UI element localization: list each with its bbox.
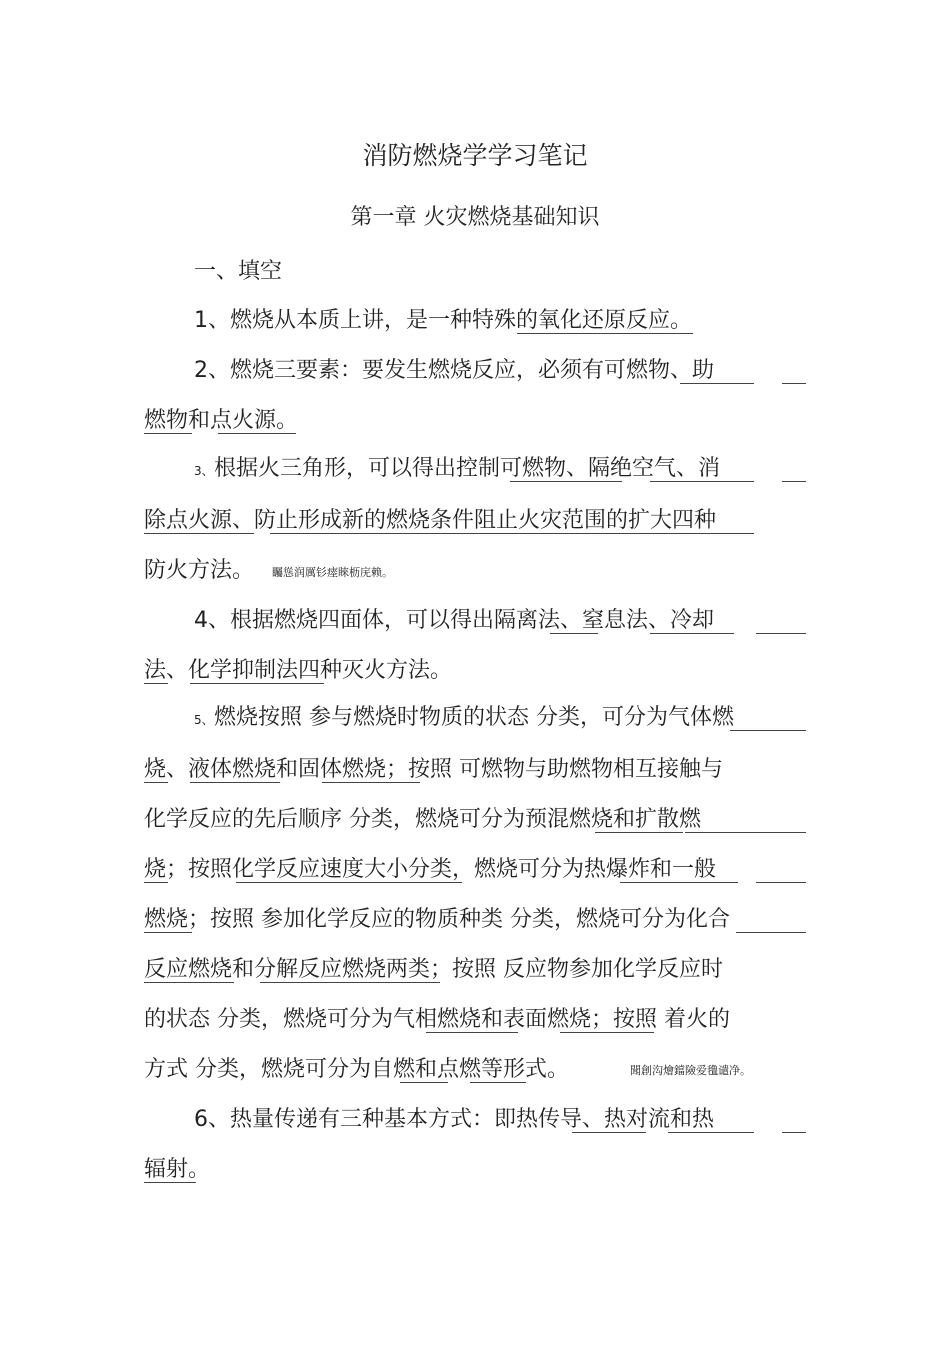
answer-underline bbox=[144, 533, 254, 534]
answer-underline bbox=[190, 782, 280, 783]
answer-underline bbox=[144, 433, 192, 434]
question-3-line-3: 防火方法。 bbox=[144, 558, 255, 583]
question-5-line-3: 化学反应的先后顺序 分类，燃烧可分为预混燃烧和扩散燃 bbox=[144, 807, 701, 832]
question-3-number: 3、 bbox=[194, 464, 214, 478]
answer-underline bbox=[236, 882, 462, 883]
garbled-note: 聞創沟燴鐺險爱氇谴净。 bbox=[630, 1064, 751, 1077]
question-4-line-1: 4、根据燃烧四面体，可以得出隔离法、窒息法、冷却 bbox=[194, 608, 714, 633]
question-6-line-1: 6、热量传递有三种基本方式：即热传导、热对流和热 bbox=[194, 1107, 714, 1132]
answer-underline bbox=[260, 982, 440, 983]
question-5-number: 5、 bbox=[194, 713, 214, 727]
answer-underline bbox=[517, 333, 693, 334]
garbled-note: 矚慫润厲钐瘗睞枥庑赖。 bbox=[272, 566, 393, 579]
question-5-line-5: 燃烧；按照 参加化学反应的物质种类 分类，燃烧可分为化合 bbox=[144, 907, 730, 932]
answer-underline bbox=[400, 1082, 448, 1083]
answer-underline bbox=[782, 383, 806, 384]
answer-underline bbox=[144, 882, 168, 883]
answer-underline bbox=[730, 730, 806, 731]
answer-underline bbox=[736, 932, 806, 933]
page-title: 消防燃烧学学习笔记 bbox=[362, 141, 588, 170]
question-2-line-1: 2、燃烧三要素：要发生燃烧反应，必须有可燃物、助 bbox=[194, 358, 714, 383]
answer-underline bbox=[190, 683, 324, 684]
answer-underline bbox=[782, 1132, 806, 1133]
answer-underline bbox=[595, 832, 683, 833]
section-heading: 一、填空 bbox=[194, 259, 283, 284]
answer-underline bbox=[426, 1032, 518, 1033]
answer-underline bbox=[680, 383, 754, 384]
answer-underline bbox=[470, 1082, 526, 1083]
answer-underline bbox=[144, 932, 192, 933]
answer-underline bbox=[144, 1182, 196, 1183]
question-2-line-2: 燃物和点火源。 bbox=[144, 408, 299, 433]
question-5-line-4: 烧；按照化学反应速度大小分类，燃烧可分为热爆炸和一般 bbox=[144, 857, 717, 882]
answer-underline bbox=[685, 832, 806, 833]
question-5-line-7: 的状态 分类，燃烧可分为气相燃烧和表面燃烧；按照 着火的 bbox=[144, 1007, 730, 1032]
question-5-line-8: 方式 分类，燃烧可分为自燃和点燃等形式。 bbox=[144, 1057, 569, 1082]
answer-underline bbox=[144, 683, 168, 684]
answer-underline bbox=[322, 782, 420, 783]
answer-underline bbox=[782, 481, 806, 482]
question-5-line-2: 烧、液体燃烧和固体燃烧；按照 可燃物与助燃物相互接触与 bbox=[144, 757, 723, 782]
answer-underline bbox=[572, 1132, 646, 1133]
answer-underline bbox=[144, 982, 234, 983]
answer-underline bbox=[550, 633, 598, 634]
question-5-line-6: 反应燃烧和分解反应燃烧两类；按照 反应物参加化学反应时 bbox=[144, 957, 723, 982]
question-4-line-2: 法、化学抑制法四种灭火方法。 bbox=[144, 658, 453, 683]
answer-underline bbox=[560, 1032, 654, 1033]
answer-underline bbox=[650, 633, 734, 634]
answer-underline bbox=[620, 882, 738, 883]
answer-underline bbox=[144, 782, 168, 783]
answer-underline bbox=[650, 481, 754, 482]
answer-underline bbox=[270, 533, 754, 534]
question-6-line-2: 辐射。 bbox=[144, 1157, 211, 1182]
question-5-line-1: 燃烧按照 参与燃烧时物质的状态 分类，可分为气体燃 bbox=[214, 705, 734, 730]
answer-underline bbox=[668, 1132, 754, 1133]
question-1: 1、燃烧从本质上讲，是一种特殊的氧化还原反应。 bbox=[194, 308, 692, 333]
chapter-heading: 第一章 火灾燃烧基础知识 bbox=[350, 205, 600, 230]
answer-underline bbox=[756, 882, 806, 883]
question-3-line-2: 除点火源、防止形成新的燃烧条件阻止火灾范围的扩大四种 bbox=[144, 508, 717, 533]
answer-underline bbox=[218, 433, 296, 434]
answer-underline bbox=[756, 633, 806, 634]
answer-underline bbox=[510, 481, 622, 482]
question-3-line-1: 根据火三角形，可以得出控制可燃物、隔绝空气、消 bbox=[214, 456, 721, 481]
